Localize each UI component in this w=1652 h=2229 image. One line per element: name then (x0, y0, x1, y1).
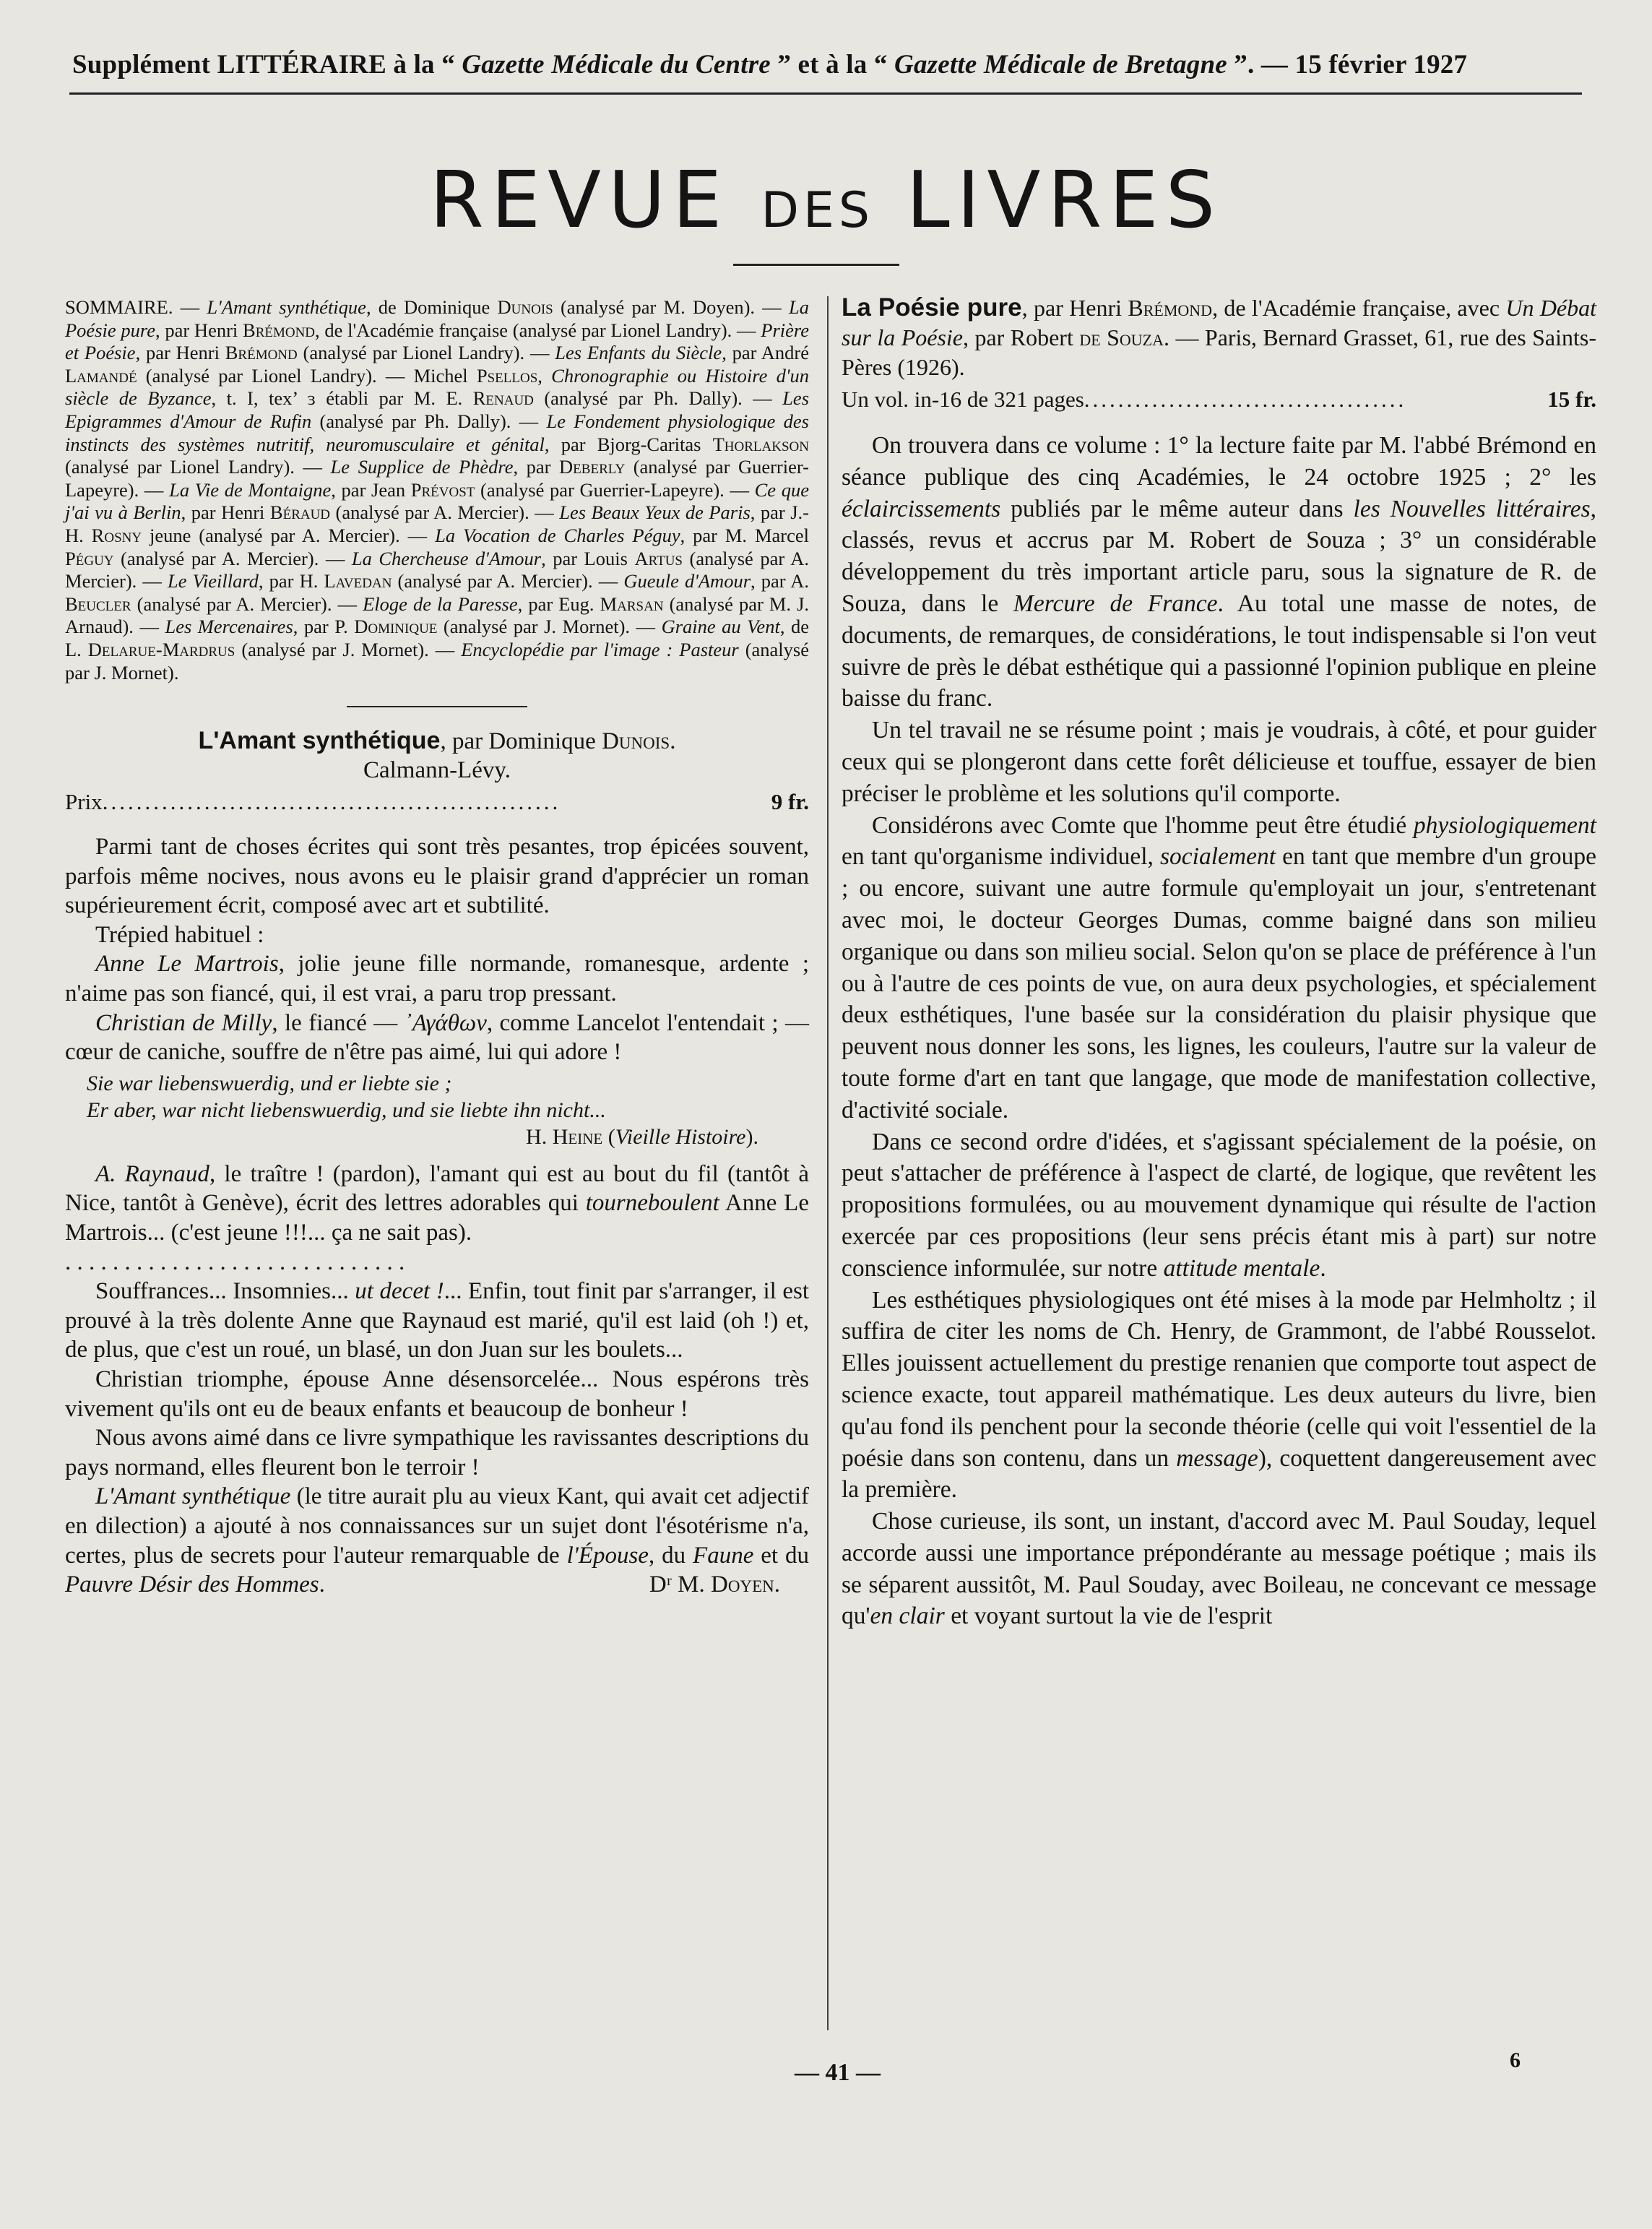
paragraph: Les esthétiques physiologiques ont été mises à la mode par Helmholtz ; il suffira de citer les noms de Ch. Henry, de Grammont, de l'abbé Rousselot. Elles jouissent actuellement du prestige renanien que comporte tout aspect de science exacte, tout appareil mathématique. Les deux auteurs du livre, bien qu'au fond ils penchent pour la seconde théorie (celle qui voit l'essentiel de la poésie dans son contenu, dans un message), coquettent dangereusement avec la première. (842, 1286, 1596, 1504)
page-number: — 41 — (795, 2059, 881, 2086)
right-column (842, 293, 1596, 1632)
sommaire: SOMMAIRE. — L'Amant synthétique, de Dominique Dunois (analysé par M. Doyen). — La Poésie pure, par Henri Brémond, de l'Académie française (analysé par Lionel Landry). — Prière et Poésie, par Henri Brémond (analysé par Lionel Landry). — Les Enfants du Siècle, par André Lamandé (analysé par Lionel Landry). — Michel Psellos, Chronographie ou Histoire d'un siècle de Byzance, t. I, tex’ ɜ établi par M. E. Renaud (analysé par Ph. Dally). — Les Epigrammes d'Amour de Rufin (analysé par Ph. Dally). — Le Fondement physiologique des instincts des systèmes nutritif, neuromusculaire et génital, par Bjorg-Caritas Thorlakson (analysé par Lionel Landry). — Le Supplice de Phèdre, par Deberly (analysé par Guerrier-Lapeyre). — La Vie de Montaigne, par Jean Prévost (analysé par Guerrier-Lapeyre). — Ce que j'ai vu à Berlin, par Henri Béraud (analysé par A. Mercier). — Les Beaux Yeux de Paris, par J.-H. Rosny jeune (analysé par A. Mercier). — La Vocation de Charles Péguy, par M. Marcel Péguy (analysé par A. Mercier). — La Chercheuse d'Amour, par Louis Artus (analysé par A. Mercier). — Le Vieillard, par H. Lavedan (analysé par A. Mercier). — Gueule d'Amour, par A. Beucler (analysé par A. Mercier). — Eloge de la Paresse, par Eug. Marsan (analysé par M. J. Arnaud). — Les Mercenaires, par P. Dominique (analysé par J. Mornet). — Graine au Vent, de L. Delarue-Mardrus (analysé par J. Mornet). — Encyclopédie par l'image : Pasteur (analysé par J. Mornet). (65, 296, 810, 684)
verse-quote: Sie war liebenswuerdig, und er liebte sie ; Er aber, war nicht liebenswuerdig, und sie liebte ihn nicht... (87, 1071, 606, 1122)
verse-attribution: H. Heine (Vieille Histoire). (526, 1124, 758, 1149)
paragraph: Anne Le Martrois, jolie jeune fille normande, romanesque, ardente ; n'aime pas son fiancé, qui, il est vrai, a paru trop pressant. (65, 951, 809, 1007)
ellipsis-line: . . . . . . . . . . . . . . . . . . . . . . . . . . . . . (65, 1249, 405, 1275)
review-title: La Poésie pure, par Henri Brémond, de l'Académie française, avec Un Débat sur la Poésie, par Robert de Souza. — Paris, Bernard Grasset, 61, rue des Saints-Pères (1926). (842, 293, 1597, 380)
paragraph: Considérons avec Comte que l'homme peut être étudié physiologiquement en tant qu'organisme individuel, socialement en tant que membre d'un groupe ; ou encore, suivant une autre formule qu'employait un jour, s'entretenant avec moi, le docteur Georges Dumas, comme baigné dans son milieu organique ou dans son milieu social. Selon qu'on se place de préférence à l'un ou à l'autre de ces points de vue, on aura deux psychologies, et spécialement deux esthétiques, l'une basée sur la considération du plaisir physique que peuvent nous donner les sons, les lignes, les couleurs, l'autre sur la valeur de toute forme d'art en tant que langage, que mode de manifestation collective, d'activité sociale. (842, 811, 1596, 1124)
running-header: Supplément LITTÉRAIRE à la “ Gazette Médicale du Centre ” et à la “ Gazette Médicale de Bretagne ”. — 15 février 1927 (72, 50, 1468, 79)
section-rule (347, 706, 527, 707)
paragraph: Christian de Milly, le fiancé — ᾿Αγάθων, comme Lancelot l'entendait ; — cœur de caniche, souffre de n'être pas aimé, lui qui adore ! (65, 1009, 810, 1066)
masthead-rule (733, 264, 899, 266)
review-title: L'Amant synthétique, par Dominique Dunois. (198, 727, 676, 755)
masthead-title: REVUE DES LIVRES (429, 155, 1223, 246)
signature-mark: 6 (1510, 2048, 1521, 2072)
paragraph: Trépied habituel : (95, 921, 264, 948)
header-rule (69, 92, 1582, 95)
paragraph: L'Amant synthétique (le titre aurait plu au vieux Kant, qui avait cet adjectif en dilection) a ajouté à nos connaissances sur un sujet dont l'ésotérisme n'a, certes, plus de secrets pour l'auteur remarquable de l'Épouse, du Faune et du Pauvre Désir des Hommes. Dʳ M. Doyen. (65, 1482, 809, 1599)
review-publisher: Calmann-Lévy. (363, 757, 511, 784)
paragraph: Dans ce second ordre d'idées, et s'agissant spécialement de la poésie, on peut s'attacher de préférence à l'aspect de clarté, de logique, que revêtent les propositions formulées, ou au mouvement dynamique qui résulte de l'action exercée par ces propositions (leur sens précis étant mis à part) sur notre conscience informulée, sur notre attitude mentale. (842, 1128, 1596, 1282)
paragraph: Nous avons aimé dans ce livre sympathique les ravissantes descriptions du pays normand, elles fleurent bon le terroir ! (65, 1425, 809, 1480)
paragraph: Parmi tant de choses écrites qui sont très pesantes, trop épicées souvent, parfois même nocives, nous avons eu le plaisir grand d'apprécier un roman supérieurement écrit, composé avec art et subtilité. (65, 834, 809, 919)
column-divider (827, 296, 829, 2030)
paragraph: Un tel travail ne se résume point ; mais je voudrais, à côté, et pour guider ceux qui se plongeront dans cette forêt délicieuse et touffue, essayer de bien préciser le problème et les solutions qu'il comporte. (842, 717, 1596, 807)
review-signature: Dʳ M. Doyen. (649, 1571, 780, 1598)
paragraph: On trouvera dans ce volume : 1° la lecture faite par M. l'abbé Brémond en séance publique des cinq Académies, le 24 octobre 1925 ; 2° les éclaircissements publiés par le même auteur dans les Nouvelles littéraires, classés, revus et accrus par M. Robert de Souza ; 3° un considérable développement du très important article paru, sous la signature de R. de Souza, dans le Mercure de France. Au total une masse de notes, de documents, de remarques, de considérations, le tout indispensable si l'on veut suivre de près le débat esthétique qui a passionné l'opinion publique en pleine baisse du franc. (842, 432, 1596, 712)
paragraph: Souffrances... Insomnies... ut decet !... Enfin, tout finit par s'arranger, il est prouvé à la très dolente Anne que Raynaud est marié, qu'il est laid (oh !) et, de plus, que c'est un roué, un blasé, un don Juan sur les boulets... (65, 1278, 809, 1363)
review-price: Prix ...................................................... 9 fr. (65, 789, 809, 815)
review-price: Un vol. in-16 de 321 pages ...................................... 15 fr. (842, 387, 1596, 412)
paragraph: Chose curieuse, ils sont, un instant, d'accord avec M. Paul Souday, lequel accorde aussi une importance prépondérante au message poétique ; mais ils se séparent aussitôt, M. Paul Souday, avec Boileau, ne concevant ce message qu'en clair et voyant surtout la vie de l'esprit (842, 1508, 1596, 1630)
paragraph: Christian triomphe, épouse Anne désensorcelée... Nous espérons très vivement qu'ils ont eu de beaux enfants et beaucoup de bonheur ! (65, 1366, 809, 1422)
left-column (65, 296, 809, 1600)
paragraph: A. Raynaud, le traître ! (pardon), l'amant qui est au bout du fil (tantôt à Nice, tantôt à Genève), écrit des lettres adorables qui tourneboulent Anne Le Martrois... (c'est jeune !!!... ça ne sait pas). (65, 1160, 809, 1246)
